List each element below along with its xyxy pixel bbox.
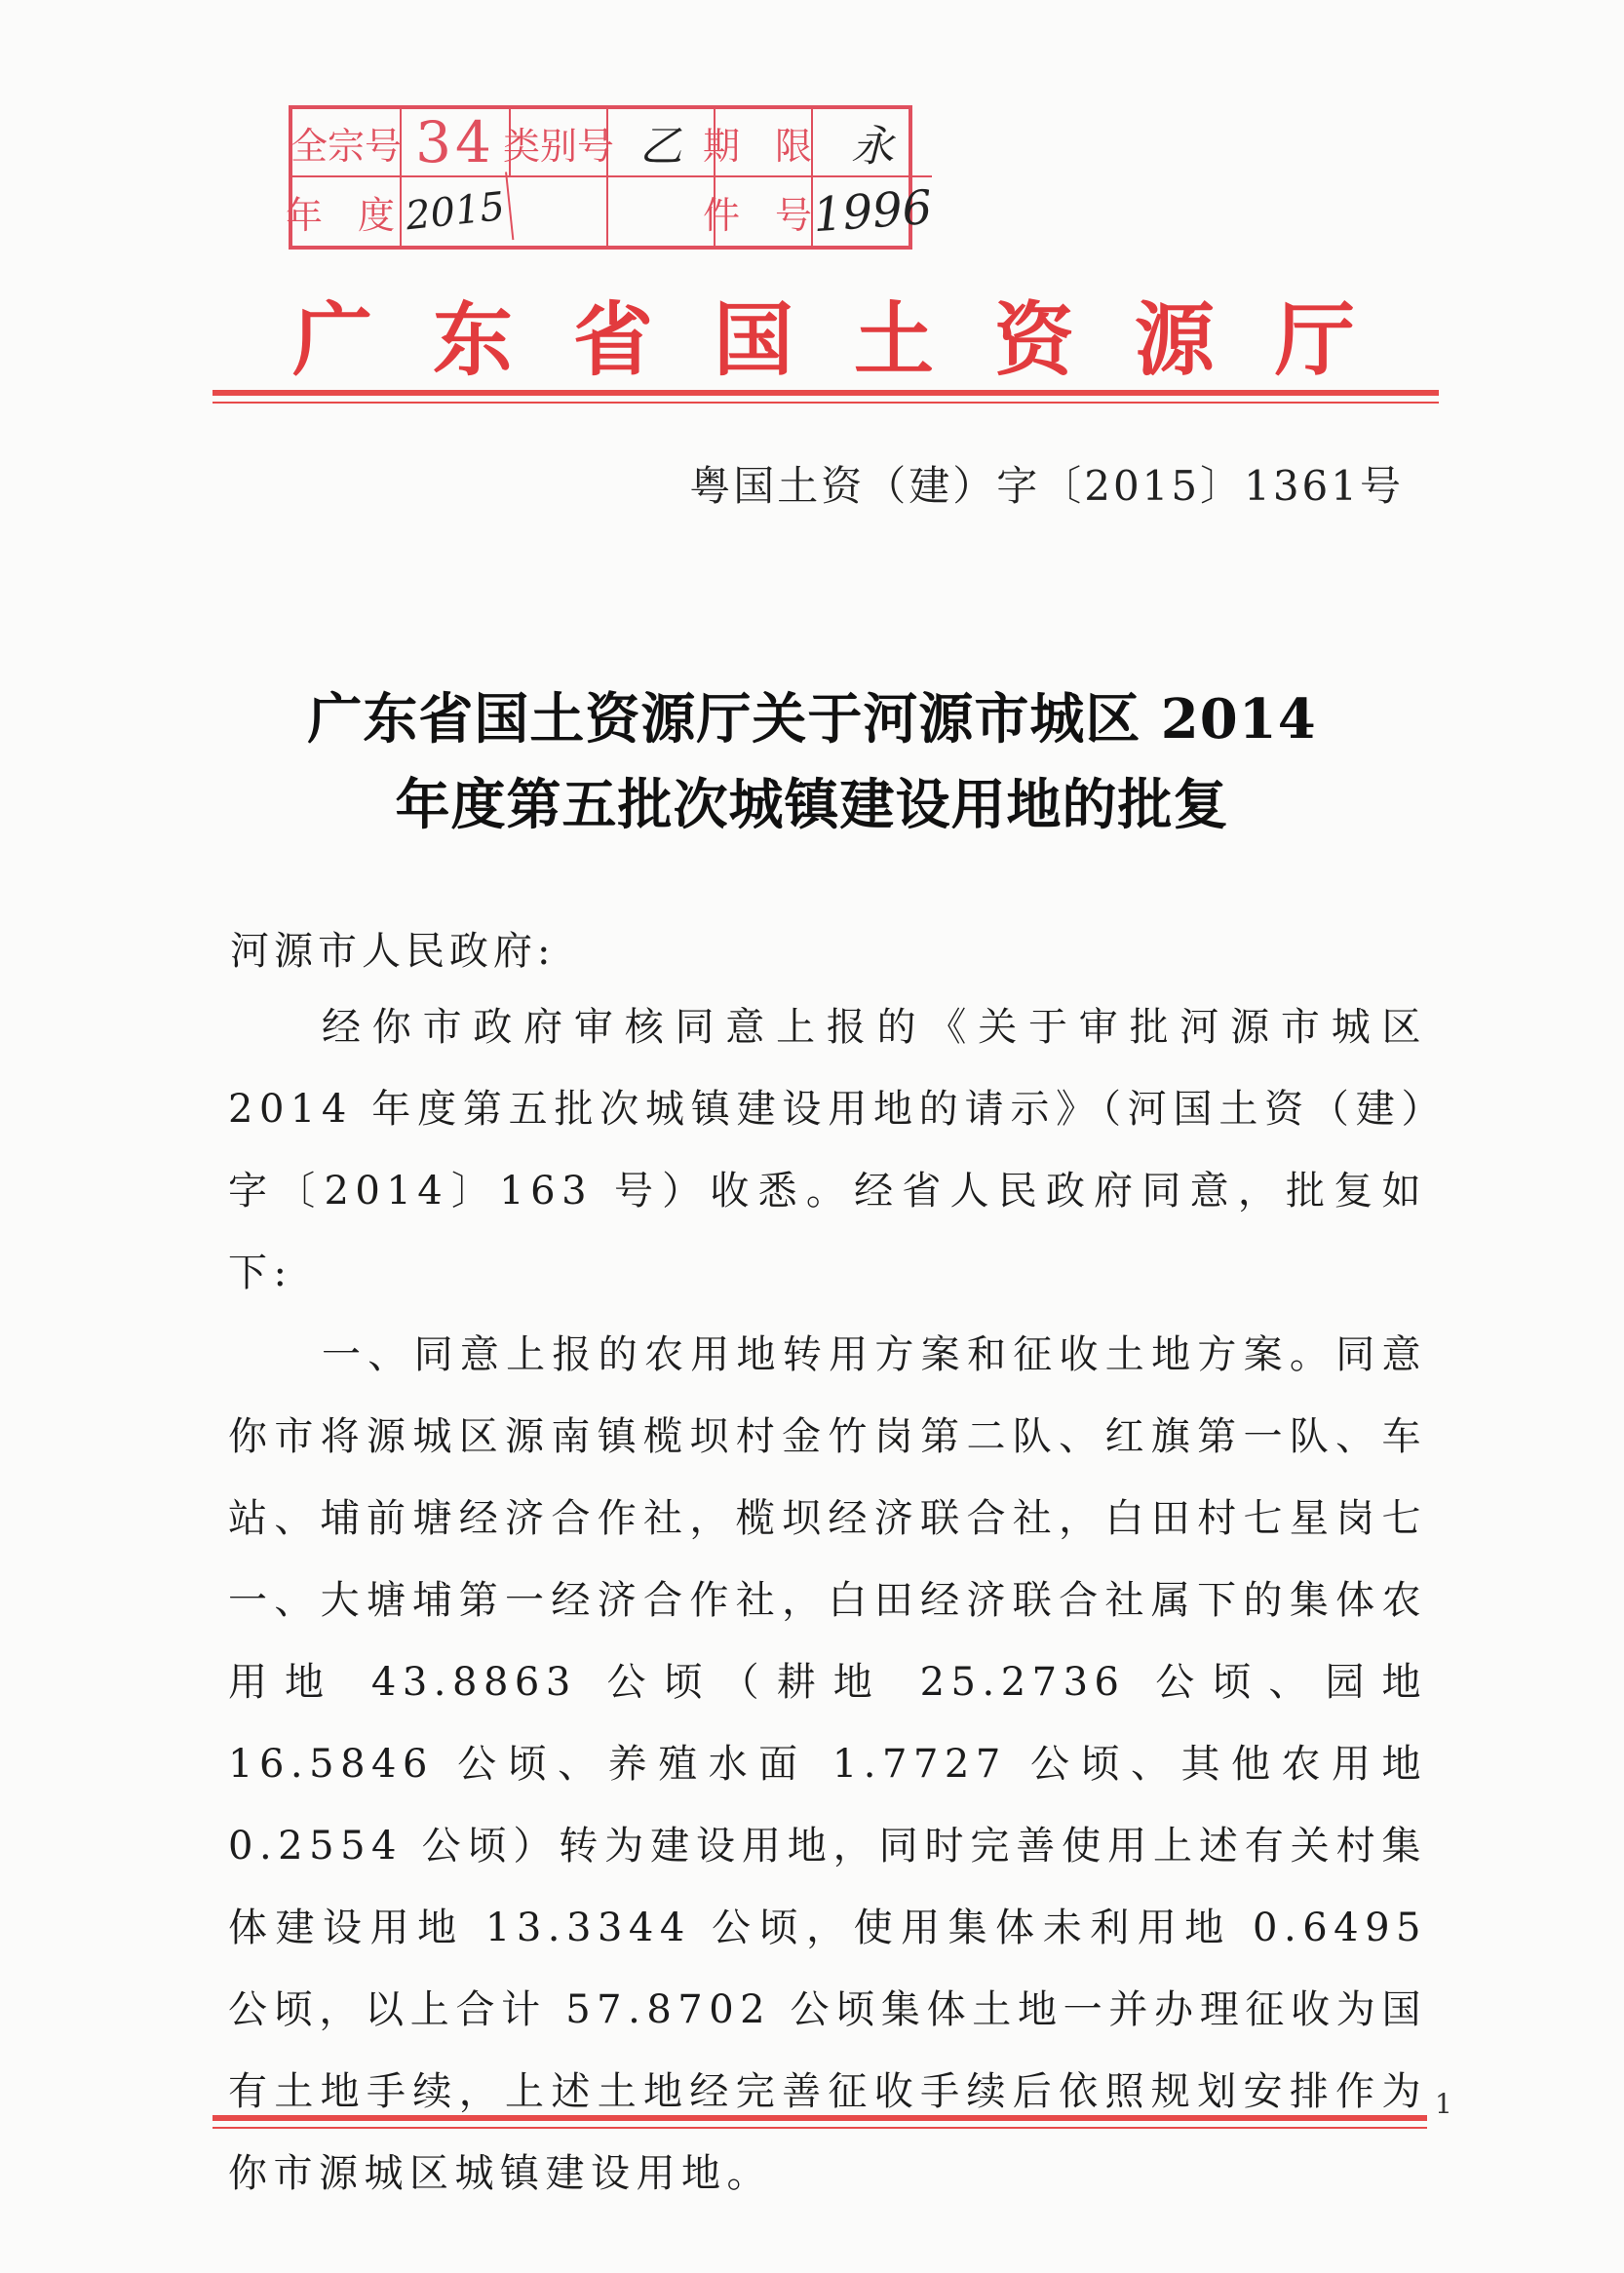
stamp-period-label: 期 限 [715, 109, 813, 177]
stamp-year-label: 年 度 [292, 177, 402, 246]
letterhead [292, 285, 1355, 387]
letterhead-char: 广 [292, 293, 373, 387]
letterhead-char: 资 [993, 293, 1074, 387]
letterhead-char: 厅 [1274, 293, 1355, 387]
stamp-year-value: 2015 [399, 172, 515, 250]
body-paragraph: 一、同意上报的农用地转用方案和征收土地方案。同意你市将源城区源南镇榄坝村金竹岗第二队、红旗第一队、车站、埔前塘经济合作社，榄坝经济联合社，白田村七星岗七一、大塘埔第一经济合作社，白田经济联合社属下的集体农用地 43.8863 公顷（耕地 25.2736 公顷、园地 16.5846 公顷、养殖水面 1.7727 公顷、其他农用地 0.2554 公顷）转为建设用地，同时完善使用上述有关村集体建设用地 13.3344 公顷，使用集体未利用地 0.6495 公顷，以上合计 57.8702 公顷集体土地一并办理征收为国有土地手续，上述土地经完善征收手续后依照规划安排作为你市源城区城镇建设用地。 [228, 1332, 1427, 2196]
stamp-category-value: 乙 [608, 109, 715, 177]
document-number: 粤国土资（建）字〔2015〕1361号 [689, 462, 1404, 510]
stamp-category-label: 类别号 [511, 109, 608, 177]
stamp-empty-cell-1 [511, 177, 608, 246]
stamp-piece-label: 件 号 [715, 177, 813, 246]
stamp-fonds-label: 全宗号 [292, 109, 402, 177]
document-body [228, 986, 1427, 2215]
letterhead-char: 省 [572, 293, 653, 387]
letterhead-rule [213, 390, 1439, 396]
stamp-piece-value: 1996 [811, 179, 934, 244]
stamp-empty-cell-2 [608, 177, 715, 246]
stamp-fonds-value: 34 [402, 109, 511, 177]
letterhead-rule-thin [213, 402, 1439, 404]
footer-rule-thin [213, 2127, 1427, 2129]
stamp-period-value: 永 [813, 109, 932, 177]
letterhead-char: 土 [853, 293, 934, 387]
body-paragraph: 经你市政府审核同意上报的《关于审批河源市城区 2014 年度第五批次城镇建设用地的请示》（河国土资（建）字〔2014〕163 号）收悉。经省人民政府同意，批复如下: [228, 1005, 1427, 1295]
footer-rule [213, 2115, 1427, 2121]
letterhead-char: 源 [1134, 293, 1215, 387]
page-number: 1 [1435, 2088, 1452, 2120]
addressee: 河源市人民政府: [230, 929, 556, 974]
document-title-line2: 年度第五批次城镇建设用地的批复 [395, 773, 1229, 837]
document-title-line1: 广东省国土资源厅关于河源市城区 2014 [307, 687, 1317, 751]
letterhead-char: 国 [713, 293, 793, 387]
archive-stamp [285, 105, 934, 250]
letterhead-char: 东 [432, 293, 513, 387]
